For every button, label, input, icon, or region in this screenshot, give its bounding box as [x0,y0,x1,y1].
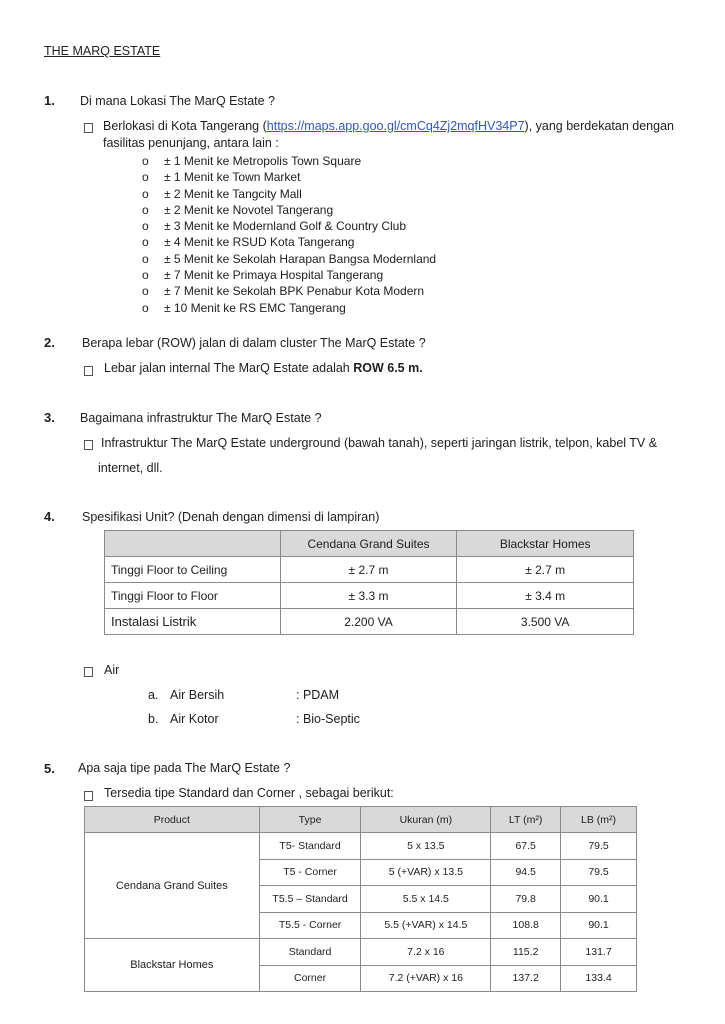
table-cell: 5 (+VAR) x 13.5 [361,859,491,886]
table-cell: 137.2 [491,965,561,992]
list-item-text: ± 5 Menit ke Sekolah Harapan Bangsa Modernland [164,251,437,266]
header-type: Type [259,807,361,833]
list-item [142,203,542,219]
table-cell: 90.1 [561,886,637,913]
table-row [85,939,637,966]
header-lt: LT (m²) [491,807,561,833]
unit-types-table [84,806,637,992]
air-item-value: : PDAM [296,688,340,702]
bullet-icon: o [142,154,149,168]
table-row [105,557,634,583]
q1-intro: Berlokasi di Kota Tangerang (https://maps.app.goo.gl/cmCq4Zj2mqfHV34P7), yang berdekatan dengan [103,119,674,133]
table-cell: T5.5 - Corner [259,912,361,939]
bullet-icon: o [142,268,149,283]
table-cell: 7.2 x 16 [361,939,491,966]
q5-number: 5. [44,761,55,776]
spec-header-blackstar: Blackstar Homes [457,531,634,557]
checkbox-icon [84,788,93,806]
checkbox-icon [84,664,93,682]
list-item-text: ± 3 Menit ke Modernland Golf & Country Club [164,219,407,234]
table-cell: Instalasi Listrik [105,609,281,635]
list-item-text: ± 7 Menit ke Primaya Hospital Tangerang [164,268,384,283]
table-cell: 3.500 VA [457,609,634,635]
list-item [142,187,542,203]
bullet-icon: o [142,186,149,201]
q3-answer-line1: Infrastruktur The MarQ Estate underground (bawah tanah), seperti jaringan listrik, telpon, kabel TV & [101,436,658,450]
q5-question: Apa saja tipe pada The MarQ Estate ? [78,761,291,775]
table-cell: ± 3.4 m [457,583,634,609]
bullet-icon: o [142,251,149,266]
checkbox-icon [84,363,93,381]
q4-number: 4. [44,509,55,524]
bullet-icon: o [142,170,149,185]
product-cell: Cendana Grand Suites [85,833,260,939]
list-item [142,268,542,284]
checkbox-icon [84,437,93,455]
list-item [142,252,542,268]
air-item-label: Air Bersih [170,688,225,702]
air-item-letter: a. [148,688,159,702]
header-product: Product [85,807,260,833]
air-item-label: Air Kotor [170,712,219,726]
header-lb: LB (m²) [561,807,637,833]
unit-table-header [85,807,637,833]
bullet-icon: o [142,284,149,299]
spec-table [104,530,634,635]
table-cell: 5.5 x 14.5 [361,886,491,913]
table-row [105,609,634,635]
maps-link[interactable]: https://maps.app.goo.gl/cmCq4Zj2mqfHV34P7 [266,119,525,133]
list-item-text: ± 1 Menit ke Metropolis Town Square [164,154,362,168]
list-item [142,170,542,186]
q3-number: 3. [44,410,55,425]
header-size: Ukuran (m) [361,807,491,833]
list-item-text: ± 10 Menit ke RS EMC Tangerang [164,300,346,315]
table-cell: 79.8 [491,886,561,913]
list-item [142,235,542,251]
table-cell: Tinggi Floor to Floor [105,583,281,609]
table-cell: Tinggi Floor to Ceiling [105,557,281,583]
q1-question: Di mana Lokasi The MarQ Estate ? [80,94,275,108]
table-cell: 5 x 13.5 [361,833,491,860]
list-item-text: ± 1 Menit ke Town Market [164,170,301,185]
q2-number: 2. [44,335,55,350]
list-item [142,219,542,235]
table-cell: 7.2 (+VAR) x 16 [361,965,491,992]
q3-answer-line2: internet, dll. [98,461,163,475]
q1-intro-line2: fasilitas penunjang, antara lain : [103,136,279,150]
table-cell: 79.5 [561,833,637,860]
table-cell: 5.5 (+VAR) x 14.5 [361,912,491,939]
spec-header-cendana: Cendana Grand Suites [280,531,457,557]
bullet-icon: o [142,219,149,234]
air-item-value: : Bio-Septic [296,712,360,726]
product-cell: Blackstar Homes [85,939,260,992]
q2-question: Berapa lebar (ROW) jalan di dalam cluster The MarQ Estate ? [82,336,426,350]
table-cell: 115.2 [491,939,561,966]
list-item-text: ± 2 Menit ke Novotel Tangerang [164,202,334,217]
q4-question: Spesifikasi Unit? (Denah dengan dimensi di lampiran) [82,510,380,524]
list-item-text: ± 7 Menit ke Sekolah BPK Penabur Kota Modern [164,284,425,299]
q2-answer: Lebar jalan internal The MarQ Estate adalah ROW 6.5 m. [104,361,423,375]
q5-intro: Tersedia tipe Standard dan Corner , sebagai berikut: [104,786,394,800]
q1-number: 1. [44,93,55,108]
table-cell: Standard [259,939,361,966]
table-row [105,583,634,609]
list-item [142,301,542,317]
air-item-letter: b. [148,712,159,726]
spec-table-header [105,531,634,557]
list-item-text: ± 4 Menit ke RSUD Kota Tangerang [164,235,355,250]
list-item-text: ± 2 Menit ke Tangcity Mall [164,186,302,201]
table-cell: ± 2.7 m [280,557,457,583]
table-cell: Corner [259,965,361,992]
table-cell: 67.5 [491,833,561,860]
document-title: THE MARQ ESTATE [44,44,161,58]
list-item [142,284,542,300]
table-cell: 2.200 VA [280,609,457,635]
table-cell: T5.5 – Standard [259,886,361,913]
table-row [85,833,637,860]
bullet-icon: o [142,235,149,250]
bullet-icon: o [142,300,149,315]
bullet-icon: o [142,202,149,217]
table-cell: T5- Standard [259,833,361,860]
table-cell: 94.5 [491,859,561,886]
table-cell: ± 3.3 m [280,583,457,609]
facility-list [142,154,542,317]
table-cell: ± 2.7 m [457,557,634,583]
table-cell: 90.1 [561,912,637,939]
table-cell: 131.7 [561,939,637,966]
table-cell: 133.4 [561,965,637,992]
table-cell: 79.5 [561,859,637,886]
checkbox-icon [84,120,93,138]
table-cell: 108.8 [491,912,561,939]
table-cell: T5 - Corner [259,859,361,886]
list-item [142,154,542,170]
q3-question: Bagaimana infrastruktur The MarQ Estate ? [80,411,322,425]
air-label: Air [104,663,120,677]
spec-header-empty [105,531,281,557]
